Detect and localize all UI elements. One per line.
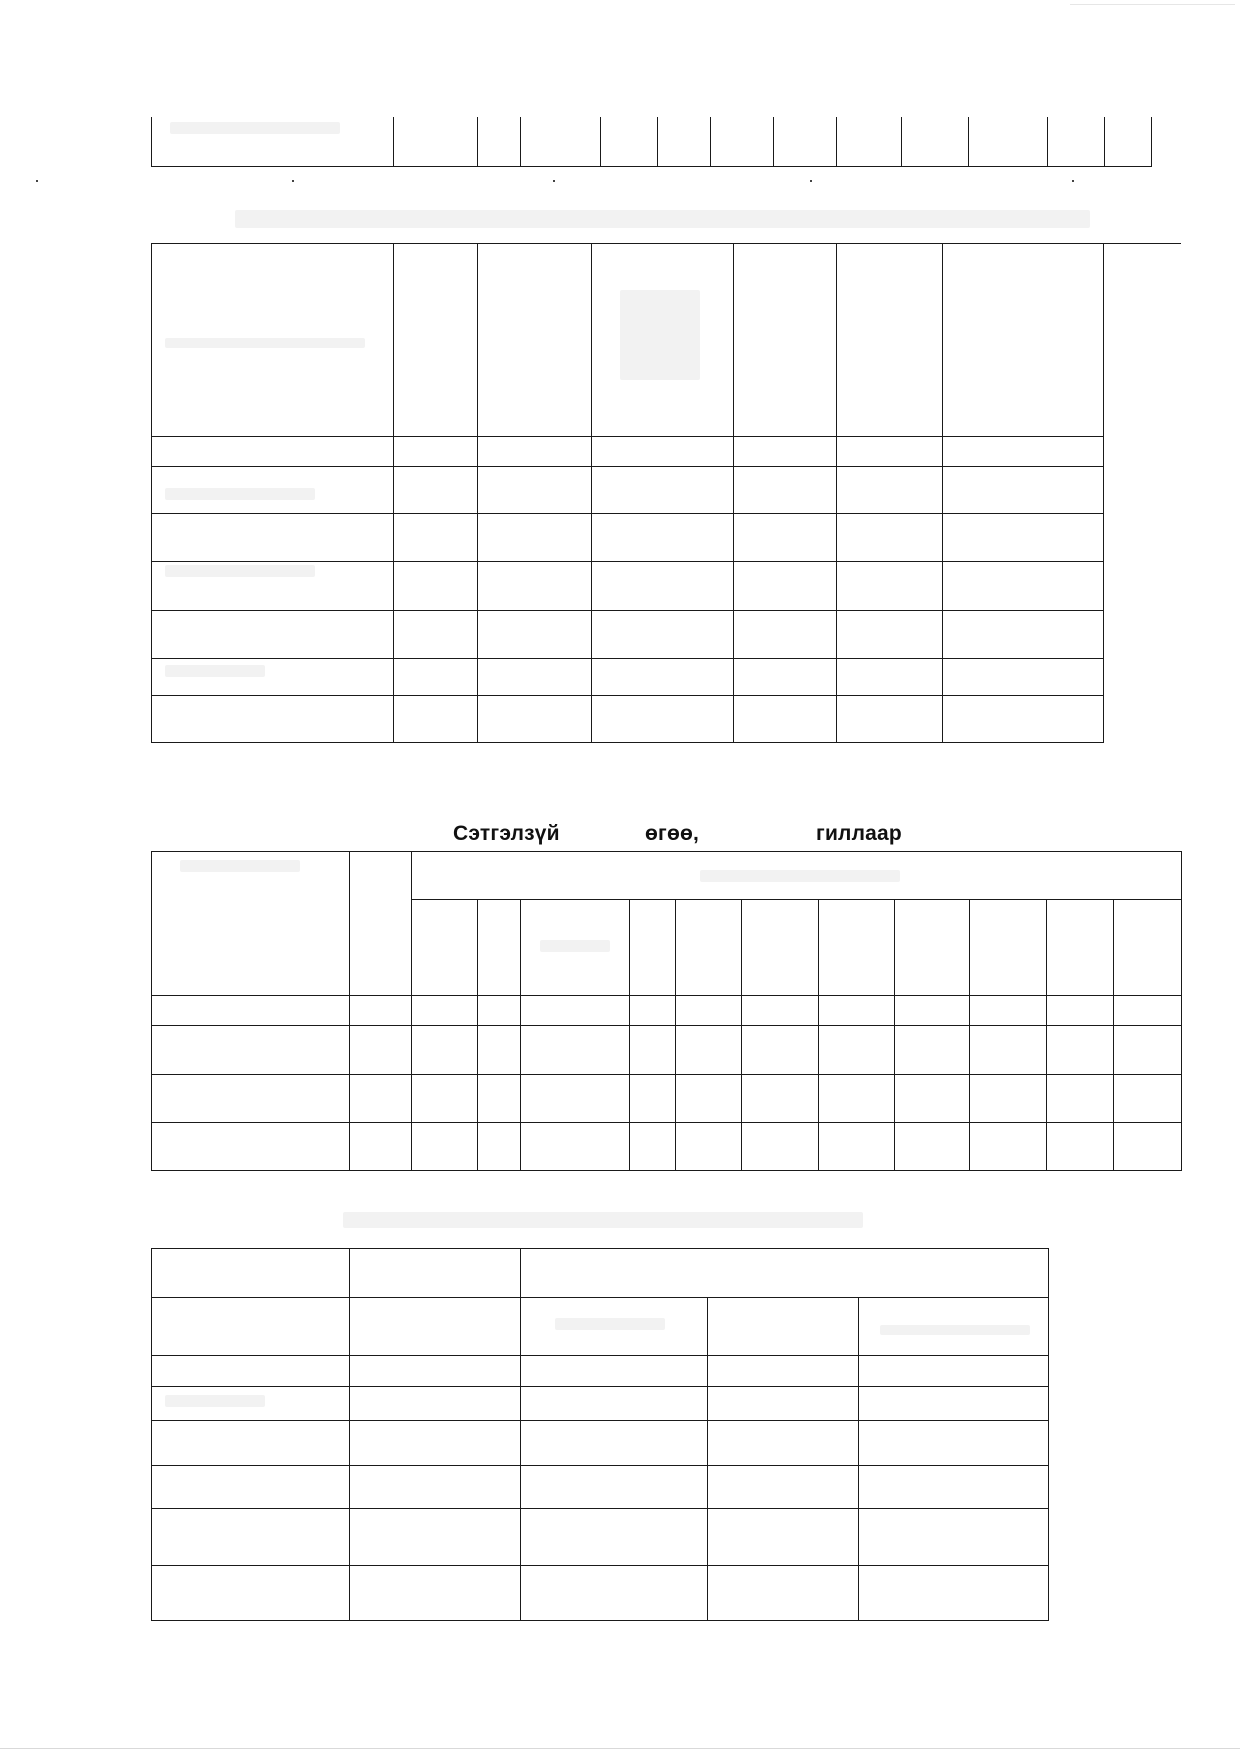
scan-edge-line xyxy=(1070,4,1235,5)
faded-heading-4 xyxy=(343,1212,863,1228)
faded-heading-2 xyxy=(235,210,1090,228)
heading-word-2: өгөө, xyxy=(645,822,700,845)
scan-bottom-edge xyxy=(0,1748,1240,1749)
heading-word-3: гиллаар xyxy=(816,822,902,845)
heading-word-1: Сэтгэлзүй xyxy=(453,822,560,845)
